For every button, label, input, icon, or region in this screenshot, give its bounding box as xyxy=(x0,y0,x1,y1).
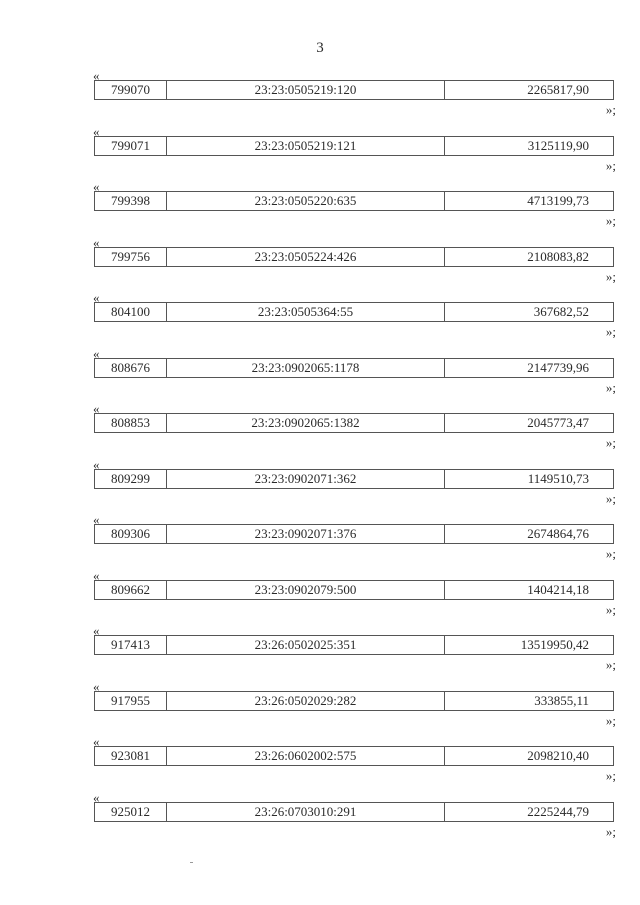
opening-quote: « xyxy=(93,678,100,694)
list-item xyxy=(0,403,640,459)
cadastral-number: 23:23:0902065:1382 xyxy=(167,414,445,432)
cadastral-value: 333855,11 xyxy=(534,692,589,708)
opening-quote: « xyxy=(93,234,100,250)
closing-quote: »; xyxy=(605,546,616,561)
cadastral-value: 2265817,90 xyxy=(527,82,589,97)
closing-quote: »; xyxy=(605,601,616,617)
entry-id: 808853 xyxy=(95,414,167,432)
list-item xyxy=(0,70,640,126)
cadastral-value: 2674864,76 xyxy=(527,526,589,541)
table-row xyxy=(94,635,614,655)
opening-quote: « xyxy=(93,68,100,83)
entry-id: 799756 xyxy=(95,248,167,266)
list-item xyxy=(0,456,640,515)
closing-quote: »; xyxy=(605,268,616,284)
closing-quote: »; xyxy=(605,324,616,339)
opening-quote: « xyxy=(93,123,100,139)
cadastral-value: 1149510,73 xyxy=(527,470,589,486)
table-row xyxy=(94,358,614,378)
table-row xyxy=(94,136,614,156)
entry-id: 917955 xyxy=(95,692,167,710)
opening-quote: « xyxy=(93,456,100,472)
entry-id: 804100 xyxy=(95,303,167,321)
cadastral-value: 2098210,40 xyxy=(527,748,589,763)
list-item xyxy=(0,625,640,681)
cadastral-value: 2108083,82 xyxy=(527,248,589,264)
cadastral-value: 4713199,73 xyxy=(527,193,589,208)
entry-id: 917413 xyxy=(95,636,167,654)
cadastral-value: 2045773,47 xyxy=(527,415,589,430)
cadastral-value: 2147739,96 xyxy=(527,359,589,375)
closing-quote: »; xyxy=(605,657,616,672)
entry-id: 808676 xyxy=(95,359,167,377)
cadastral-number: 23:23:0902079:500 xyxy=(167,581,445,599)
page-number: 3 xyxy=(316,40,324,56)
scan-mark xyxy=(190,862,193,863)
cadastral-value: 13519950,42 xyxy=(520,637,589,652)
closing-quote: »; xyxy=(605,768,616,783)
cadastral-number: 23:23:0505364:55 xyxy=(167,303,445,321)
table-row xyxy=(94,580,614,600)
closing-quote: »; xyxy=(605,102,616,117)
closing-quote: »; xyxy=(605,213,616,228)
opening-quote: « xyxy=(93,179,100,194)
cadastral-number: 23:26:0502029:282 xyxy=(167,692,445,710)
entry-id: 809662 xyxy=(95,581,167,599)
table-row xyxy=(94,413,614,433)
list-item xyxy=(0,181,640,237)
cadastral-number: 23:26:0502025:351 xyxy=(167,636,445,654)
opening-quote: « xyxy=(93,345,100,361)
opening-quote: « xyxy=(93,290,100,305)
table-row xyxy=(94,746,614,766)
cadastral-value: 367682,52 xyxy=(533,304,589,319)
list-item xyxy=(0,736,640,792)
cadastral-number: 23:23:0902071:362 xyxy=(167,470,445,488)
table-row xyxy=(94,691,614,711)
cadastral-number: 23:23:0505219:121 xyxy=(167,137,445,155)
entry-id: 923081 xyxy=(95,747,167,765)
table-row xyxy=(94,247,614,267)
cadastral-value: 1404214,18 xyxy=(527,581,589,597)
cadastral-number: 23:23:0505224:426 xyxy=(167,248,445,266)
list-item xyxy=(0,678,640,737)
list-item xyxy=(0,292,640,348)
list-item xyxy=(0,514,640,570)
opening-quote: « xyxy=(93,734,100,749)
cadastral-value: 3125119,90 xyxy=(527,137,589,153)
cadastral-number: 23:23:0505220:635 xyxy=(167,192,445,210)
entry-id: 799071 xyxy=(95,137,167,155)
closing-quote: »; xyxy=(605,823,616,839)
entry-id: 799398 xyxy=(95,192,167,210)
table-row xyxy=(94,469,614,489)
closing-quote: »; xyxy=(605,435,616,450)
list-item xyxy=(0,789,640,848)
entry-id: 809299 xyxy=(95,470,167,488)
cadastral-number: 23:23:0902065:1178 xyxy=(167,359,445,377)
list-item xyxy=(0,123,640,182)
entry-id: 925012 xyxy=(95,803,167,821)
opening-quote: « xyxy=(93,789,100,805)
list-item xyxy=(0,567,640,626)
opening-quote: « xyxy=(93,512,100,527)
entry-id: 809306 xyxy=(95,525,167,543)
cadastral-number: 23:23:0902071:376 xyxy=(167,525,445,543)
entries-list xyxy=(0,70,640,847)
closing-quote: »; xyxy=(605,379,616,395)
cadastral-number: 23:26:0703010:291 xyxy=(167,803,445,821)
table-row xyxy=(94,802,614,822)
list-item xyxy=(0,345,640,404)
closing-quote: »; xyxy=(605,712,616,728)
list-item xyxy=(0,234,640,293)
opening-quote: « xyxy=(93,567,100,583)
table-row xyxy=(94,524,614,544)
cadastral-value: 2225244,79 xyxy=(527,803,589,819)
cadastral-number: 23:26:0602002:575 xyxy=(167,747,445,765)
opening-quote: « xyxy=(93,623,100,638)
opening-quote: « xyxy=(93,401,100,416)
table-row xyxy=(94,191,614,211)
closing-quote: »; xyxy=(605,157,616,173)
cadastral-number: 23:23:0505219:120 xyxy=(167,81,445,99)
table-row xyxy=(94,302,614,322)
table-row xyxy=(94,80,614,100)
closing-quote: »; xyxy=(605,490,616,506)
entry-id: 799070 xyxy=(95,81,167,99)
